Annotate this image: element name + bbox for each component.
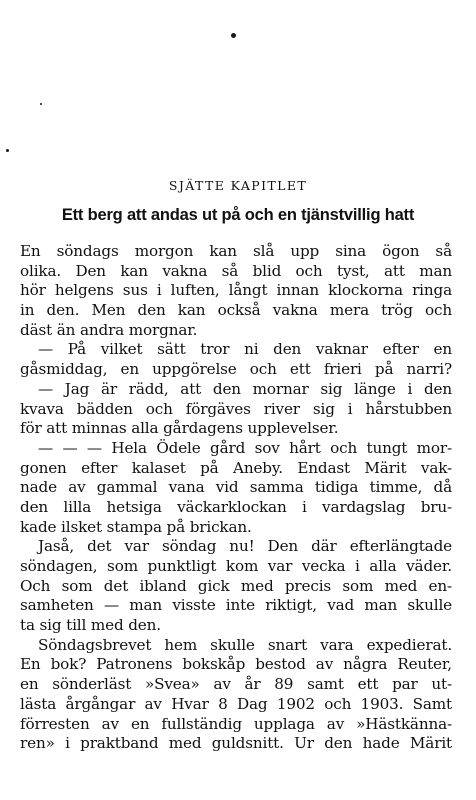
text-line: för att minnas alla gårdagens upplevelser.: [20, 419, 339, 438]
text-line: olika. Den kan vakna så blid och tyst, att man: [20, 261, 452, 280]
text-line: nade av gammal vana vid samma tidiga timme, då: [20, 478, 452, 497]
chapter-heading: SJÄTTE KAPITLET: [168, 178, 308, 193]
paper-speck: [40, 103, 42, 105]
text-line: — Jag är rädd, att den mornar sig länge i den: [38, 379, 452, 398]
paper-speck: [231, 33, 236, 38]
body-text: [20, 242, 452, 754]
text-line: hör helgens sus i luften, långt innan klockorna ringa: [20, 281, 452, 300]
text-line: Jaså, det var söndag nu! Den där efterlängtade: [38, 537, 452, 556]
text-line: samheten — man visste inte riktigt, vad man skulle: [20, 596, 452, 615]
text-line: Söndagsbrevet hem skulle snart vara expedierat.: [38, 635, 452, 654]
text-line: kvava bädden och förgäves river sig i hårstubben: [20, 399, 452, 418]
text-line: En söndags morgon kan slå upp sina ögon så: [20, 242, 452, 260]
paper-speck: [6, 149, 9, 152]
text-line: En bok? Patronens bokskåp bestod av några Reuter,: [20, 655, 452, 674]
text-line: — På vilket sätt tror ni den vaknar efter en: [38, 340, 452, 359]
text-line: gonen efter kalaset på Aneby. Endast Märit vak-: [20, 458, 452, 477]
text-line: den lilla hetsiga väckarklockan i vardagslag bru-: [20, 497, 452, 516]
text-line: däst än andra morgnar.: [20, 320, 198, 339]
text-line: Och som det ibland gick med precis som med en-: [20, 576, 452, 595]
text-line: in den. Men den kan också vakna mera trög och: [20, 301, 452, 320]
text-line: gåsmiddag, en uppgörelse och ett frieri på narri?: [20, 360, 452, 379]
text-line: förresten av en fullständig upplaga av »Hästkänna-: [20, 714, 452, 733]
text-line: kade ilsket stampa på brickan.: [20, 517, 252, 536]
text-line: en sönderläst »Svea» av år 89 samt ett par ut-: [20, 675, 452, 694]
text-line: — — — Hela Ödele gård sov hårt och tungt mor-: [38, 438, 452, 457]
text-line: ren» i praktband med guldsnitt. Ur den hade Märit: [20, 734, 452, 753]
text-line: lästa årgångar av Hvar 8 Dag 1902 och 1903. Samt: [20, 694, 452, 713]
text-line: söndagen, som punktligt kom var vecka i alla väder.: [20, 557, 452, 575]
chapter-title: Ett berg att andas ut på och en tjänstvillig hatt: [61, 206, 415, 224]
text-line: ta sig till med den.: [20, 616, 161, 635]
